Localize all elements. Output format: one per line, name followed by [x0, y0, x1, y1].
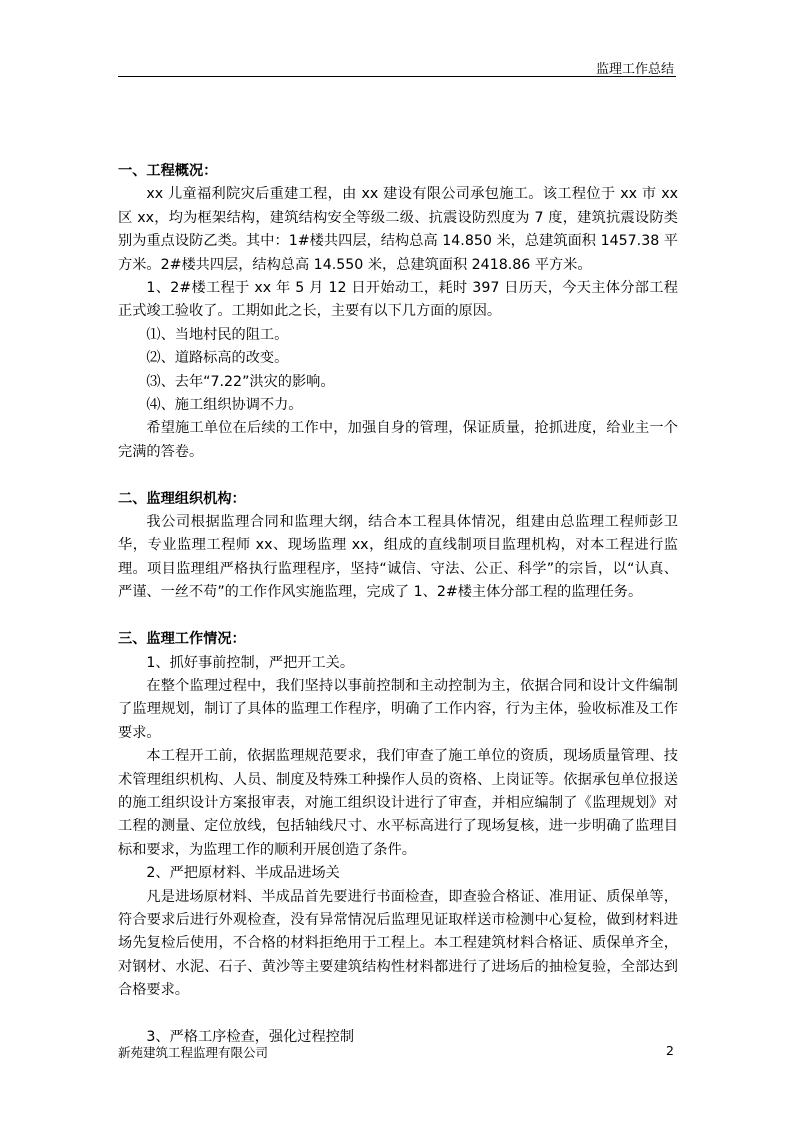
- list-item: ⑴、当地村民的阻工。: [146, 326, 289, 343]
- paragraph: 本工程开工前，依据监理规范要求，我们审查了施工单位的资质，现场质量管理、技术管理组织机构、人员、制度及特殊工种操作人员的资格、上岗证等。依据承包单位报送的施工组织设计方案报审表，对施工组织设计进行了审查，并相应编制了《监理规划》对工程的测量、定位放线，包括轴线尺寸、水平标高进行了现场复核，进一步明确了监理目标和要求，为监理工作的顺利开展创造了条件。: [118, 748, 678, 858]
- paragraph: 在整个监理过程中，我们坚持以事前控制和主动控制为主，依据合同和设计文件编制了监理规划，制订了具体的监理工作程序，明确了工作内容，行为主体，验收标准及工作要求。: [118, 677, 678, 741]
- section-heading: 二、监理组织机构：: [118, 490, 246, 507]
- paragraph: 我公司根据监理合同和监理大纲，结合本工程具体情况，组建由总监理工程师彭卫华，专业监理工程师 xx、现场监理 xx，组成的直线制项目监理机构，对本工程进行监理。项目监理组严格执行监理程序，坚持“诚信、守法、公正、科学”的宗旨，以“认真、严谨、一丝不苟”的工作作风实施监理，完成了 1、2#楼主体分部工程的监理任务。: [118, 514, 678, 601]
- paragraph: xx 儿童福利院灾后重建工程，由 xx 建设有限公司承包施工。该工程位于 xx 市 xx 区 xx，均为框架结构，建筑结构安全等级二级、抗震设防烈度为 7 度，建筑抗震设防类别为重点设防乙类。其中：1#楼共四层，结构总高 14.850 米，总建筑面积 1457.38 平方米。2#楼共四层，结构总高 14.550 米，总建筑面积 2418.86 平方米。: [118, 186, 678, 273]
- spacer: [118, 464, 678, 487]
- paragraph: 凡是进场原材料、半成品首先要进行书面检查，即查验合格证、准用证、质保单等，符合要求后进行外观检查，没有异常情况后监理见证取样送市检测中心复检，做到材料进场先复检后使用，不合格的材料拒绝用于工程上。本工程建筑材料合格证、质保单齐全，对钢材、水泥、石子、黄沙等主要建筑结构性材料都进行了进场后的抽检复验，全部达到合格要求。: [118, 888, 678, 999]
- page-header-title: 监理工作总结: [595, 62, 674, 77]
- subheading: 3、严格工序检查，强化过程控制: [146, 1028, 355, 1045]
- list-item: ⑷、施工组织协调不力。: [146, 397, 303, 414]
- spacer: [118, 605, 678, 628]
- section-heading: 三、监理工作情况：: [118, 631, 246, 648]
- paragraph: 希望施工单位在后续的工作中，加强自身的管理，保证质量，抢抓进度，给业主一个完满的答卷。: [118, 420, 678, 460]
- list-item: ⑵、道路标高的改变。: [146, 350, 289, 367]
- document-body: [118, 160, 678, 1049]
- list-item: ⑶、去年“7.22”洪灾的影响。: [146, 373, 335, 390]
- header-rule: [118, 76, 676, 77]
- subheading: 2、严把原材料、半成品进场关: [146, 865, 340, 882]
- page-number: 2: [666, 1043, 674, 1058]
- paragraph: 1、2#楼工程于 xx 年 5 月 12 日开始动工，耗时 397 日历天，今天主体分部工程正式竣工验收了。工期如此之长，主要有以下几方面的原因。: [118, 280, 678, 320]
- spacer: [118, 1003, 678, 1026]
- footer-company: 新苑建筑工程监理有限公司: [118, 1045, 269, 1060]
- section-heading: 一、工程概况：: [118, 163, 218, 179]
- subheading: 1、抓好事前控制，严把开工关。: [146, 654, 355, 671]
